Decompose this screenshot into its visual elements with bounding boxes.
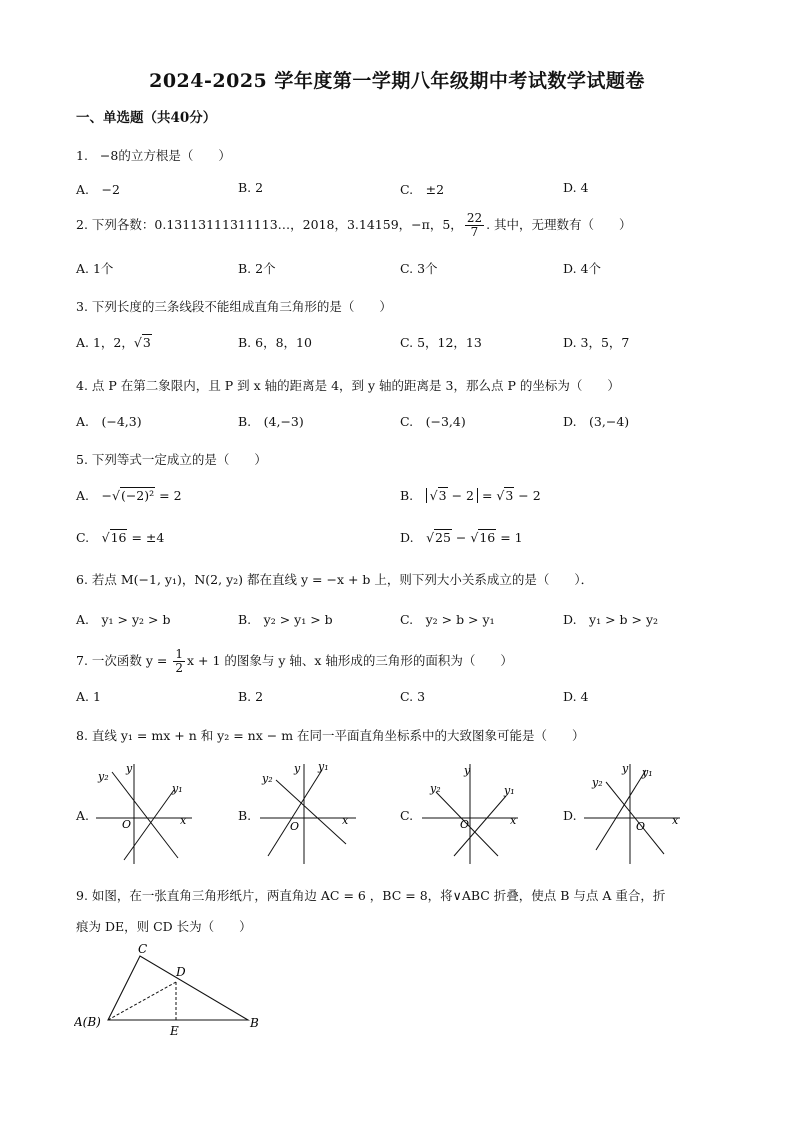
q6-option-a[interactable]: A. y₁ > y₂ > b (76, 612, 171, 627)
q3-a-text: A. 1，2， (76, 335, 134, 350)
question-7-stem (76, 648, 513, 675)
q9-triangle-figure (74, 940, 274, 1043)
q5-b-radicand-2: 3 (505, 488, 514, 503)
q7-option-d[interactable]: D. 4 (563, 689, 589, 704)
line-y2 (276, 780, 346, 844)
q3-a-radicand: 3 (142, 335, 151, 350)
label-d: D (176, 965, 186, 979)
label-b: B (250, 1016, 259, 1030)
q8-option-a[interactable]: A. (76, 808, 90, 823)
q3-option-d[interactable]: D. 3，5，7 (563, 335, 630, 350)
question-9-stem-line-2: 痕为 DE，则 CD 长为（ ） (76, 919, 252, 934)
q2-option-d[interactable]: D. 4个 (563, 261, 601, 276)
q7-denominator: 2 (175, 661, 183, 675)
label-y1: y₁ (172, 782, 183, 795)
q5-b-mid: − 2 (447, 488, 474, 503)
question-3-stem: 3. 下列长度的三条线段不能组成直角三角形的是（ ） (76, 299, 392, 314)
label-y2: y₂ (430, 782, 441, 795)
q4-option-b[interactable]: B. (4,−3) (238, 414, 304, 429)
q5-d-prefix: D. (400, 530, 427, 545)
label-a-b: A(B) (74, 1015, 101, 1029)
q6-option-c[interactable]: C. y₂ > b > y₁ (400, 612, 495, 627)
q8-graph-a[interactable] (92, 758, 202, 871)
q2-tail: . 其中，无理数有（ ） (486, 217, 632, 232)
q5-option-d[interactable]: D. √25 − √16 = 1 (400, 530, 523, 545)
q1-option-c[interactable]: C. ±2 (400, 182, 445, 197)
q2-option-b[interactable]: B. 2个 (238, 261, 276, 276)
q5-a-radicand: (−2)² (120, 488, 155, 503)
label-origin: O (460, 818, 470, 831)
q5-option-a[interactable]: A. −√(−2)² = 2 (76, 488, 182, 503)
q7-text: 7. 一次函数 y = (76, 653, 172, 668)
q3-option-b[interactable]: B. 6，8，10 (238, 335, 312, 350)
q5-d-mid: − (451, 530, 471, 545)
label-y1: y₁ (504, 784, 515, 797)
q2-numerator: 22 (466, 211, 483, 225)
line-y1 (596, 770, 646, 850)
label-origin: O (290, 820, 300, 833)
q3-option-c[interactable]: C. 5，12，13 (400, 335, 482, 350)
label-c: C (138, 942, 148, 956)
q5-d-radicand-1: 25 (435, 530, 451, 545)
question-6-stem: 6. 若点 M(−1, y₁)，N(2, y₂) 都在直线 y = −x + b 上，则下列大小关系成立的是（ ）． (76, 572, 594, 587)
q5-a-tail: = 2 (155, 488, 182, 503)
question-5-stem: 5. 下列等式一定成立的是（ ） (76, 452, 267, 467)
label-y: y (622, 762, 629, 775)
label-x: x (342, 814, 349, 827)
q2-option-c[interactable]: C. 3个 (400, 261, 438, 276)
question-1-stem (76, 146, 231, 164)
label-origin: O (636, 820, 646, 833)
label-x: x (510, 814, 517, 827)
question-4-stem: 4. 点 P 在第二象限内，且 P 到 x 轴的距离是 4，到 y 轴的距离是 3，那么点 P 的坐标为（ ） (76, 378, 620, 393)
q8-option-b[interactable]: B. (238, 808, 252, 823)
q5-b-prefix: B. (400, 488, 426, 503)
q3-option-a[interactable]: A. 1，2，√3 (76, 335, 151, 350)
q2-option-a[interactable]: A. 1个 (76, 261, 114, 276)
q5-b-tail: − 2 (514, 488, 541, 503)
label-y2: y₂ (592, 776, 603, 789)
line-y1 (268, 770, 322, 856)
q7-option-a[interactable]: A. 1 (76, 689, 101, 704)
q5-c-prefix: C. (76, 530, 102, 545)
label-y1: y₁ (318, 760, 329, 773)
q1-math: −8 (99, 148, 119, 163)
label-y: y (464, 764, 471, 777)
label-y: y (294, 762, 301, 775)
label-y2: y₂ (262, 772, 273, 785)
q8-option-d[interactable]: D. (563, 808, 577, 823)
q5-option-b[interactable]: B. √3 − 2 = √3 − 2 (400, 488, 541, 503)
q8-graph-c[interactable] (418, 758, 528, 871)
dashed-ad (108, 982, 176, 1020)
line-y1 (124, 790, 174, 860)
section-heading: 一、单选题（共40分） (76, 110, 217, 126)
q5-d-radicand-2: 16 (479, 530, 496, 545)
q1-tail: 的立方根是（ ） (118, 148, 231, 163)
q7-numerator: 1 (175, 647, 183, 661)
label-y2: y₂ (98, 770, 109, 783)
question-9-stem-line-1: 9. 如图，在一张直角三角形纸片，两直角边 AC = 6 ，BC = 8，将∨ABC 折叠，使点 B 与点 A 重合，折 (76, 888, 666, 903)
q7-tail: x + 1 的图象与 y 轴、x 轴形成的三角形的面积为（ ） (187, 653, 513, 668)
page-title: 2024-2025 学年度第一学期八年级期中考试数学试题卷 (149, 70, 645, 92)
q8-option-c[interactable]: C. (400, 808, 414, 823)
line-y2 (112, 772, 178, 858)
q5-a-prefix: A. − (76, 488, 112, 503)
q2-text: 2. 下列各数：0.13113111311113…，2018，3.14159，−π，5， (76, 217, 463, 232)
q8-graph-b[interactable] (256, 758, 366, 871)
q5-option-c[interactable]: C. √16 = ±4 (76, 530, 165, 545)
label-y: y (126, 762, 133, 775)
q1-option-d[interactable]: D. 4 (563, 180, 589, 195)
label-x: x (180, 814, 187, 827)
q5-b-abs: √3 − 2 (426, 488, 478, 503)
q1-number: 1. (76, 148, 88, 163)
q5-c-radicand: 16 (110, 530, 127, 545)
q4-option-d[interactable]: D. (3,−4) (563, 414, 630, 429)
label-x: x (672, 814, 679, 827)
q1-option-a[interactable]: A. −2 (76, 182, 120, 197)
q7-option-c[interactable]: C. 3 (400, 689, 426, 704)
question-8-stem: 8. 直线 y₁ = mx + n 和 y₂ = nx − m 在同一平面直角坐标系中的大致图象可能是（ ） (76, 728, 585, 743)
label-e: E (170, 1024, 179, 1038)
q5-c-tail: = ±4 (127, 530, 165, 545)
q5-b-eq: = (477, 488, 497, 503)
q5-d-tail: = 1 (496, 530, 523, 545)
q4-option-c[interactable]: C. (−3,4) (400, 414, 466, 429)
q2-fraction (465, 212, 484, 239)
q1-option-b[interactable]: B. 2 (238, 180, 264, 195)
question-2-stem (76, 212, 632, 239)
q2-denominator: 7 (470, 225, 479, 239)
label-origin: O (122, 818, 132, 831)
q7-fraction (173, 648, 185, 675)
q4-option-a[interactable]: A. (−4,3) (76, 414, 142, 429)
q6-option-b[interactable]: B. y₂ > y₁ > b (238, 612, 333, 627)
q5-b-radicand: 3 (438, 488, 447, 503)
q8-graph-d[interactable] (580, 758, 690, 871)
q6-option-d[interactable]: D. y₁ > b > y₂ (563, 612, 659, 627)
label-y1: y₁ (642, 766, 653, 779)
q7-option-b[interactable]: B. 2 (238, 689, 264, 704)
